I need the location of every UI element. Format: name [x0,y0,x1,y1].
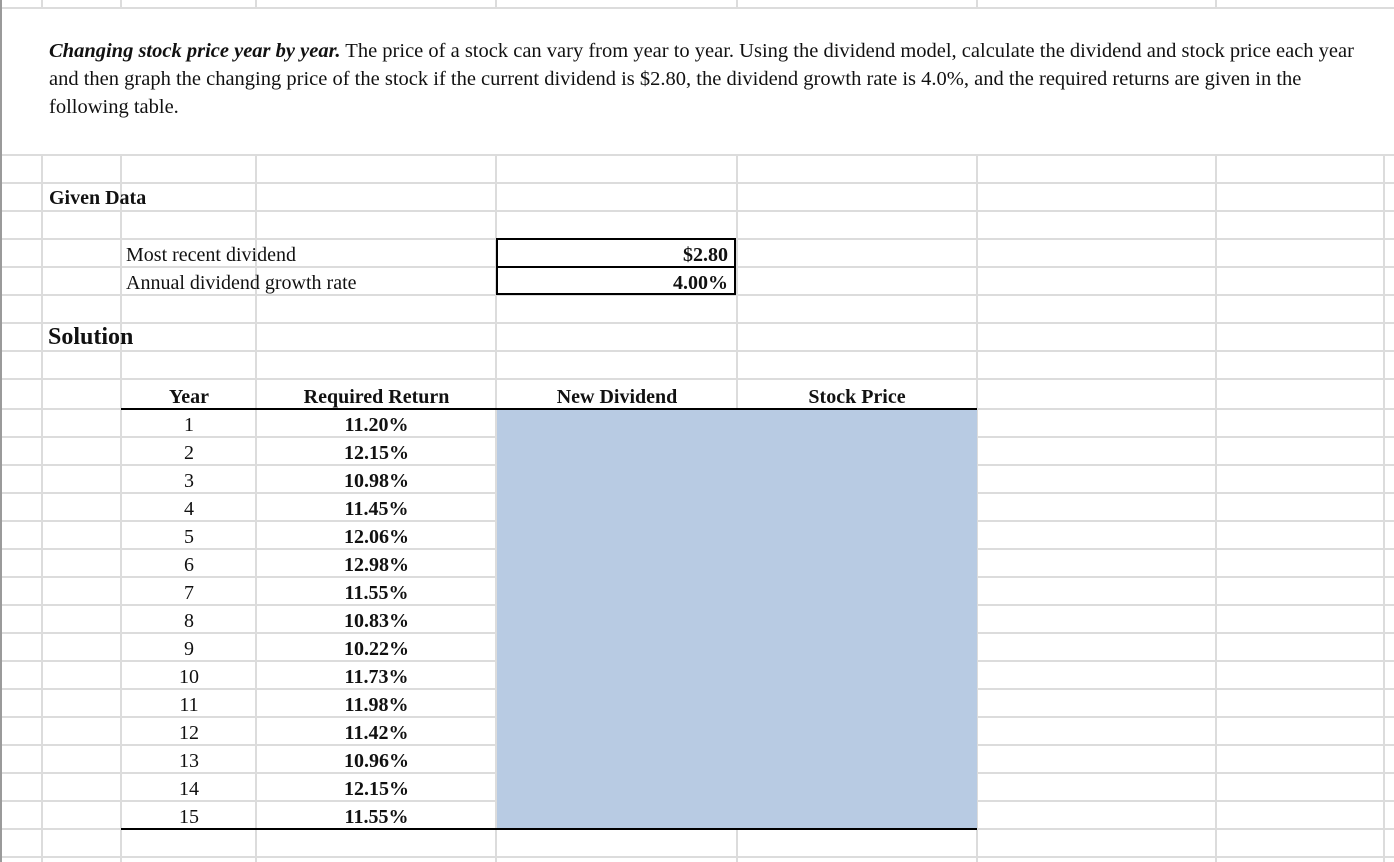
year-cell[interactable]: 7 [184,582,194,604]
required-return-cell[interactable]: 11.98% [344,694,409,716]
year-cell[interactable]: 8 [184,610,194,632]
required-return-cell[interactable]: 11.73% [344,666,409,688]
given-value-growth[interactable]: 4.00% [673,272,728,294]
required-return-cell[interactable]: 10.96% [344,750,409,772]
header-new-dividend: New Dividend [556,386,678,408]
given-label-growth: Annual dividend growth rate [126,272,357,294]
required-return-cell[interactable]: 10.83% [344,610,409,632]
table-bottom-rule [121,828,977,830]
table-header-rule [121,408,977,410]
given-data-title: Given Data [49,187,147,209]
header-year: Year [169,386,209,408]
required-return-cell[interactable]: 12.06% [344,526,409,548]
solution-title: Solution [48,324,134,350]
given-value-dividend[interactable]: $2.80 [683,244,728,266]
year-cell[interactable]: 3 [184,470,194,492]
year-cell[interactable]: 6 [184,554,194,576]
year-cell[interactable]: 5 [184,526,194,548]
required-return-cell[interactable]: 10.98% [344,470,409,492]
year-cell[interactable]: 2 [184,442,194,464]
required-return-cell[interactable]: 11.55% [344,582,409,604]
given-label-dividend: Most recent dividend [126,244,296,266]
required-return-cell[interactable]: 11.20% [344,414,409,436]
year-cell[interactable]: 12 [179,722,199,744]
required-return-cell[interactable]: 11.55% [344,806,409,828]
year-cell[interactable]: 13 [179,750,199,772]
problem-lead: Changing stock price year by year. [49,40,341,62]
required-return-cell[interactable]: 12.98% [344,554,409,576]
year-cell[interactable]: 4 [184,498,194,520]
year-cell[interactable]: 9 [184,638,194,660]
header-required-return: Required Return [303,386,450,408]
year-cell[interactable]: 10 [179,666,199,688]
required-return-cell[interactable]: 11.42% [344,722,409,744]
problem-text: The price of a stock can vary from year to year. Using the dividend model, calculate the dividend and stock price each year and then graph the changing price of the stock if the current dividend is $2.80, the dividend growth rate is 4.0%, and the required returns are given in the following table. [49,40,1354,118]
year-cell[interactable]: 11 [179,694,199,716]
required-return-cell[interactable]: 10.22% [344,638,409,660]
year-cell[interactable]: 1 [184,414,194,436]
required-return-cell[interactable]: 12.15% [344,442,409,464]
required-return-cell[interactable]: 12.15% [344,778,409,800]
year-cell[interactable]: 15 [179,806,199,828]
problem-description [49,37,1384,121]
required-return-cell[interactable]: 11.45% [344,498,409,520]
year-cell[interactable]: 14 [179,778,199,800]
header-stock-price: Stock Price [808,386,906,408]
